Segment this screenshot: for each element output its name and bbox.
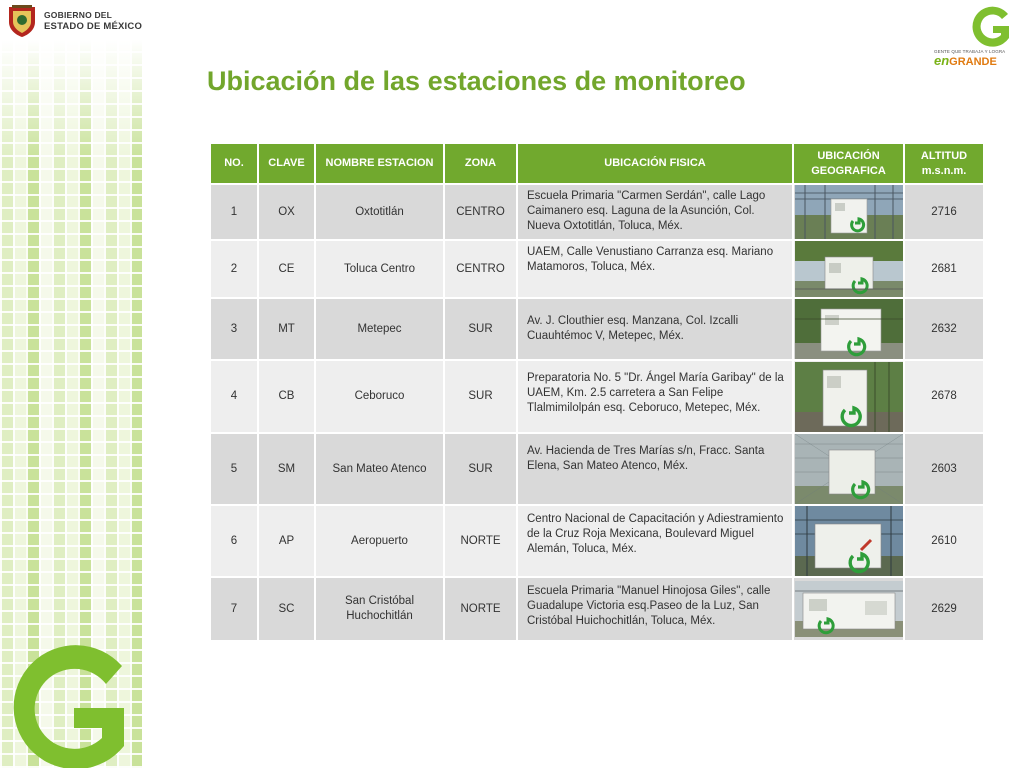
station-photo-image (795, 581, 903, 637)
page-title: Ubicación de las estaciones de monitoreo (207, 66, 746, 96)
cell-ubicacion: Av. Hacienda de Tres Marías s/n, Fracc. Santa Elena, San Mateo Atenco, Méx. (517, 433, 793, 505)
brand-wordmark (934, 54, 997, 69)
cell-zona: CENTRO (444, 240, 517, 298)
cell-zona: SUR (444, 433, 517, 505)
station-photo-image (795, 185, 903, 239)
cell-no: 7 (210, 577, 258, 641)
header-zona: ZONA (444, 143, 517, 184)
cell-altitud: 2603 (904, 433, 984, 505)
cell-nombre: Aeropuerto (315, 505, 444, 577)
cell-nombre: Metepec (315, 298, 444, 360)
cell-no: 1 (210, 184, 258, 240)
cell-zona: NORTE (444, 505, 517, 577)
station-photo (793, 433, 904, 505)
cell-clave: CE (258, 240, 315, 298)
gov-logo-line2: ESTADO DE MÉXICO (44, 21, 143, 32)
header-altitud-line1: ALTITUD (920, 149, 968, 162)
stations-table (209, 142, 985, 642)
brand-tagline: GENTE QUE TRABAJA Y LOGRA (934, 49, 1006, 54)
gov-logo-line1: GOBIERNO DEL (44, 10, 113, 20)
cell-altitud: 2610 (904, 505, 984, 577)
cell-altitud: 2678 (904, 360, 984, 433)
cell-ubicacion: Escuela Primaria "Carmen Serdán", calle Lago Caimanero esq. Laguna de la Asunción, Col. Nueva Oxtotitlán, Toluca, Méx. (517, 184, 793, 240)
table-row (210, 184, 984, 240)
cell-zona: CENTRO (444, 184, 517, 240)
station-photo-image (795, 241, 903, 297)
cell-zona: SUR (444, 298, 517, 360)
cell-altitud: 2681 (904, 240, 984, 298)
cell-no: 4 (210, 360, 258, 433)
engrande-logo (930, 4, 1020, 68)
cell-altitud: 2716 (904, 184, 984, 240)
brand-word-en: en (934, 53, 950, 68)
cell-no: 2 (210, 240, 258, 298)
cell-clave: AP (258, 505, 315, 577)
cell-nombre: Oxtotitlán (315, 184, 444, 240)
table-row (210, 240, 984, 298)
header-no: NO. (210, 143, 258, 184)
header-ubicacion-fisica: UBICACIÓN FISICA (517, 143, 793, 184)
cell-no: 5 (210, 433, 258, 505)
station-photo (793, 360, 904, 433)
cell-clave: SM (258, 433, 315, 505)
station-photo (793, 184, 904, 240)
table-row (210, 360, 984, 433)
big-g-emblem-icon (2, 636, 142, 768)
cell-no: 6 (210, 505, 258, 577)
cell-zona: SUR (444, 360, 517, 433)
station-photo (793, 240, 904, 298)
station-photo-image (795, 506, 903, 576)
cell-ubicacion: Av. J. Clouthier esq. Manzana, Col. Izcalli Cuauhtémoc V, Metepec, Méx. (517, 298, 793, 360)
station-photo (793, 505, 904, 577)
cell-nombre: San Cristóbal Huchochitlán (315, 577, 444, 641)
table-row (210, 577, 984, 641)
header-nombre: NOMBRE ESTACION (315, 143, 444, 184)
cell-nombre: San Mateo Atenco (315, 433, 444, 505)
table-row (210, 433, 984, 505)
cell-ubicacion: UAEM, Calle Venustiano Carranza esq. Mariano Matamoros, Toluca, Méx. (517, 240, 793, 298)
cell-clave: CB (258, 360, 315, 433)
station-photo-image (795, 362, 903, 432)
g-brand-icon (968, 4, 1014, 48)
coat-of-arms-icon (6, 4, 38, 38)
table-row (210, 298, 984, 360)
header-altitud-line2: m.s.n.m. (921, 164, 967, 177)
station-photo (793, 298, 904, 360)
station-photo-image (795, 299, 903, 359)
cell-zona: NORTE (444, 577, 517, 641)
cell-nombre: Toluca Centro (315, 240, 444, 298)
cell-clave: OX (258, 184, 315, 240)
mosaic-fade (0, 40, 142, 160)
header-ubicacion-geografica: UBICACIÓN GEOGRAFICA (793, 143, 904, 184)
header-altitud (904, 143, 984, 184)
station-photo-image (795, 434, 903, 504)
cell-ubicacion: Preparatoria No. 5 "Dr. Ángel María Garibay" de la UAEM, Km. 2.5 carretera a San Felipe Tlalmimilolpán esq. Ceboruco, Metepec, Méx. (517, 360, 793, 433)
brand-word-grande: GRANDE (949, 56, 997, 68)
cell-no: 3 (210, 298, 258, 360)
cell-nombre: Ceboruco (315, 360, 444, 433)
table-header-row (210, 143, 984, 184)
station-photo (793, 577, 904, 641)
cell-clave: SC (258, 577, 315, 641)
cell-clave: MT (258, 298, 315, 360)
cell-ubicacion: Centro Nacional de Capacitación y Adiestramiento de la Cruz Roja Mexicana, Boulevard Miguel Alemán, Toluca, Méx. (517, 505, 793, 577)
cell-altitud: 2629 (904, 577, 984, 641)
cell-altitud: 2632 (904, 298, 984, 360)
header-clave: CLAVE (258, 143, 315, 184)
gobierno-logo (6, 4, 142, 38)
cell-ubicacion: Escuela Primaria "Manuel Hinojosa Giles", calle Guadalupe Victoria esq.Paseo de la Luz, San Cristóbal Huichochitlán, Toluca, Méx. (517, 577, 793, 641)
table-row (210, 505, 984, 577)
